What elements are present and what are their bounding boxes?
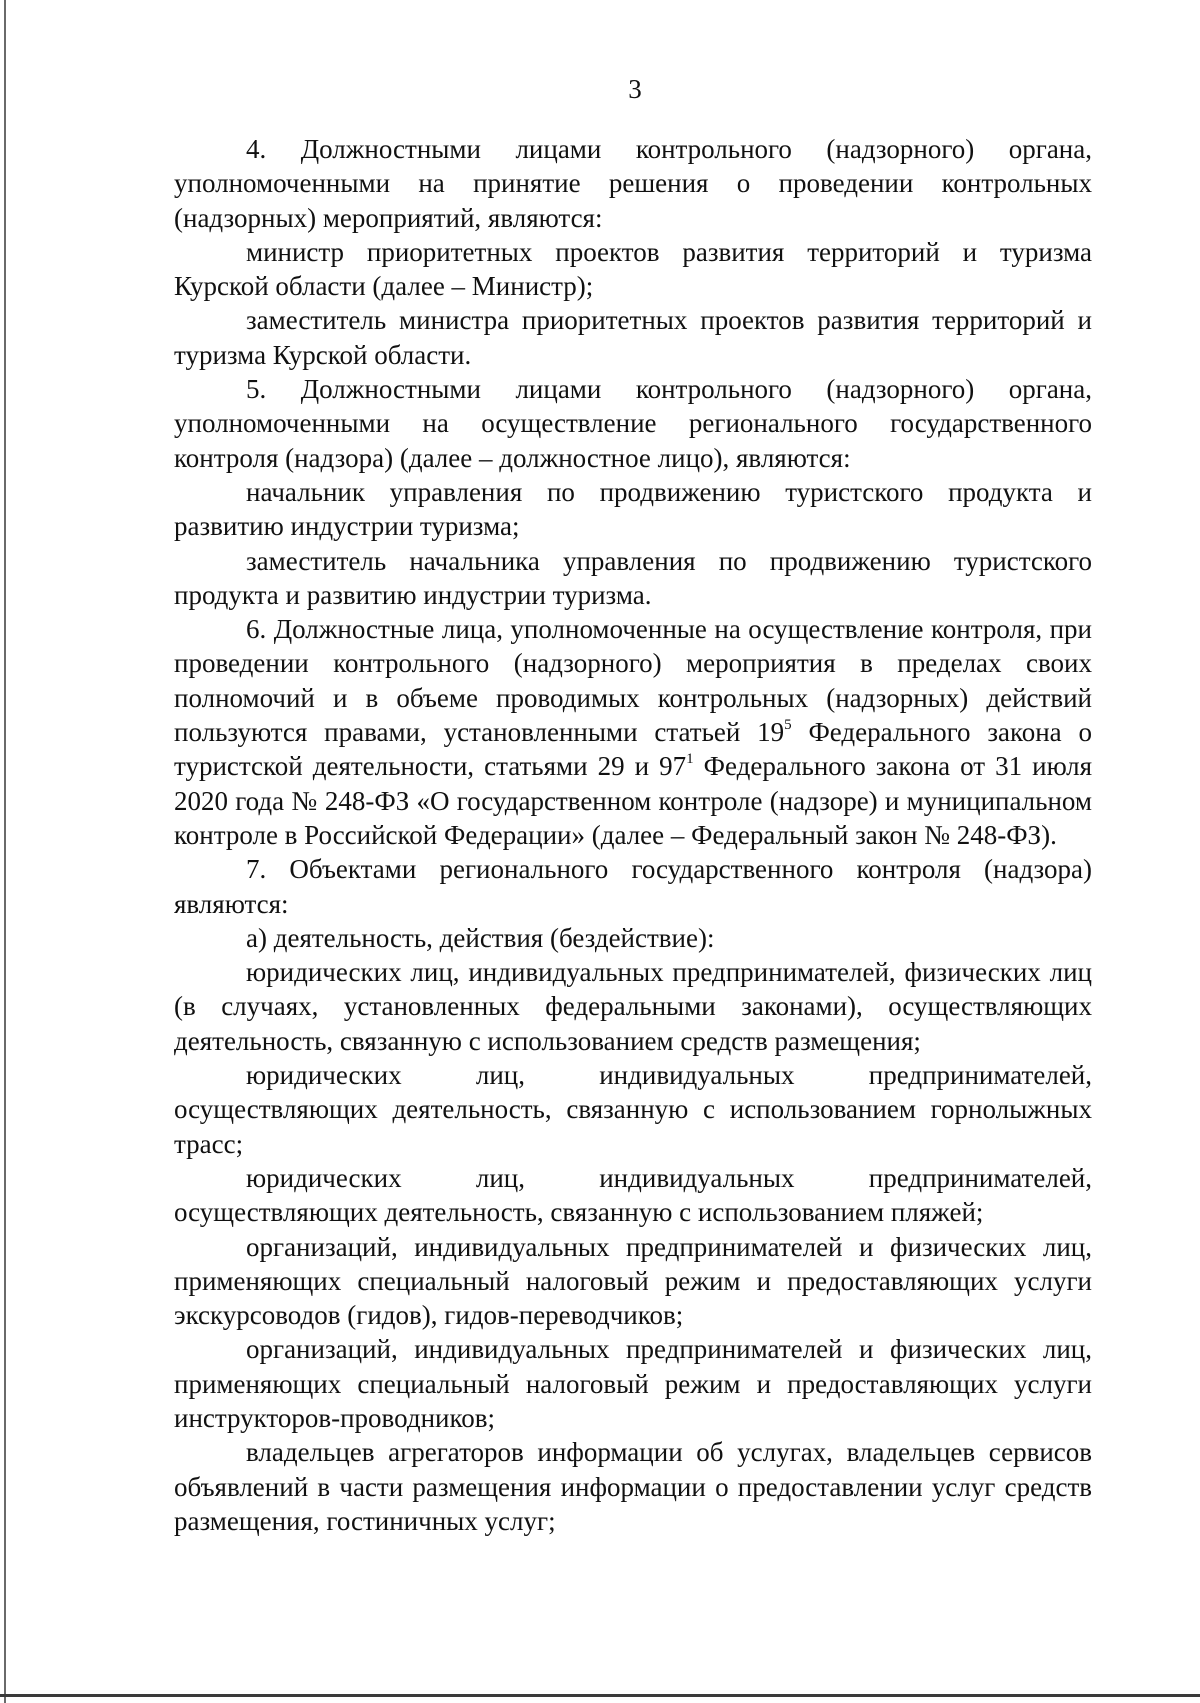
list-item-instructors: организаций, индивидуальных предпринимателей и физических лиц, применяющих специальный налоговый режим и предоставляющих услуги инструкторов-проводников; xyxy=(174,1334,1092,1433)
paragraph-6-mid: Федерального закона о туристской деятельности, статьями 29 и 97 xyxy=(174,717,1092,782)
superscript-5: 5 xyxy=(784,717,792,734)
paragraph-6-tail: Федерального закона от 31 июля 2020 года № 248-ФЗ «О государственном контроле (надзоре) и муниципальном контроле в Российской Федерации» (далее – Федеральный закон № 248-ФЗ). xyxy=(174,751,1092,850)
list-item-accommodation: юридических лиц, индивидуальных предпринимателей, физических лиц (в случаях, установленных федеральными законами), осуществляющих деятельность, связанную с использованием средств размещения; xyxy=(174,957,1092,1056)
scan-edge-bottom xyxy=(0,1694,1200,1697)
paragraph-5: 5. Должностными лицами контрольного (надзорного) органа, уполномоченными на осуществление регионального государственного контроля (надзора) (далее – должностное лицо), являются: xyxy=(174,374,1092,473)
list-item-aggregators: владельцев агрегаторов информации об услугах, владельцев сервисов объявлений в части размещения информации о предоставлении услуг средств размещения, гостиничных услуг; xyxy=(174,1437,1092,1536)
page-number: 3 xyxy=(628,74,642,104)
paragraph-4: 4. Должностными лицами контрольного (надзорного) органа, уполномоченными на принятие решения о проведении контрольных (надзорных) мероприятий, являются: xyxy=(174,134,1092,233)
paragraph-deputy-head: заместитель начальника управления по продвижению туристского продукта и развитию индустрии туризма. xyxy=(174,545,1092,610)
paragraph-7a: а) деятельность, действия (бездействие): xyxy=(246,922,715,953)
document-body xyxy=(174,132,1092,1538)
paragraph-head-of-department: начальник управления по продвижению туристского продукта и развитию индустрии туризма; xyxy=(174,476,1092,542)
scan-edge-left xyxy=(4,0,6,1703)
list-item-beaches: юридических лиц, индивидуальных предпринимателей, осуществляющих деятельность, связанную с использованием пляжей; xyxy=(174,1162,1092,1228)
list-item-guides: организаций, индивидуальных предпринимателей и физических лиц, применяющих специальный налоговый режим и предоставляющих услуги экскурсоводов (гидов), гидов-переводчиков; xyxy=(174,1231,1092,1331)
paragraph-minister: министр приоритетных проектов развития территорий и туризма Курской области (далее – Министр); xyxy=(174,236,1092,302)
paragraph-6-lead: 6. Должностные лица, уполномоченные на осуществление контроля, при проведении контрольного (надзорного) мероприятия в пределах своих полномочий и в объеме проводимых контрольных (надзорных) действий пользуются правами, установленными статьей 19 xyxy=(174,614,1092,748)
paragraph-7: 7. Объектами регионального государственного контроля (надзора) являются: xyxy=(174,854,1092,919)
list-item-ski-slopes: юридических лиц, индивидуальных предпринимателей, осуществляющих деятельность, связанную с использованием горнолыжных трасс; xyxy=(174,1060,1092,1159)
superscript-1: 1 xyxy=(686,751,694,768)
paragraph-deputy-minister: заместитель министра приоритетных проектов развития территорий и туризма Курской области. xyxy=(174,305,1092,370)
paragraph-6 xyxy=(174,612,1092,852)
